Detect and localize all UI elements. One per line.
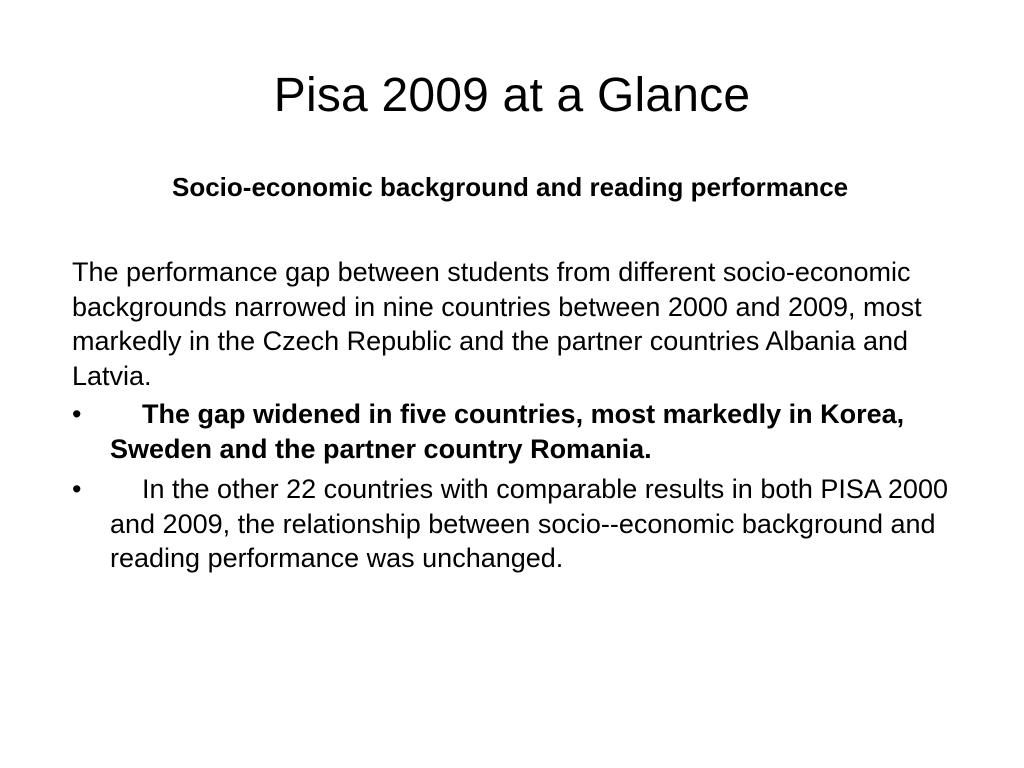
slide-body bbox=[72, 255, 972, 582]
bullet-text: In the other 22 countries with comparable results in both PISA 2000 and 2009, the relationship between socio--economic background and reading performance was unchanged. bbox=[110, 474, 948, 573]
intro-paragraph: The performance gap between students from different socio-economic backgrounds narrowed in nine countries between 2000 and 2009, most markedly in the Czech Republic and the partner countries Albania and Latvia. bbox=[72, 257, 922, 391]
bullet-item-1 bbox=[72, 397, 972, 466]
bullet-marker: • bbox=[72, 474, 82, 504]
bullet-text: The gap widened in five countries, most markedly in Korea, Sweden and the partner country Romania. bbox=[110, 399, 905, 464]
slide-title: Pisa 2009 at a Glance bbox=[273, 69, 751, 122]
slide-subtitle: Socio-economic background and reading performance bbox=[172, 172, 849, 202]
bullet-marker: • bbox=[72, 399, 82, 429]
bullet-item-2 bbox=[72, 472, 972, 576]
